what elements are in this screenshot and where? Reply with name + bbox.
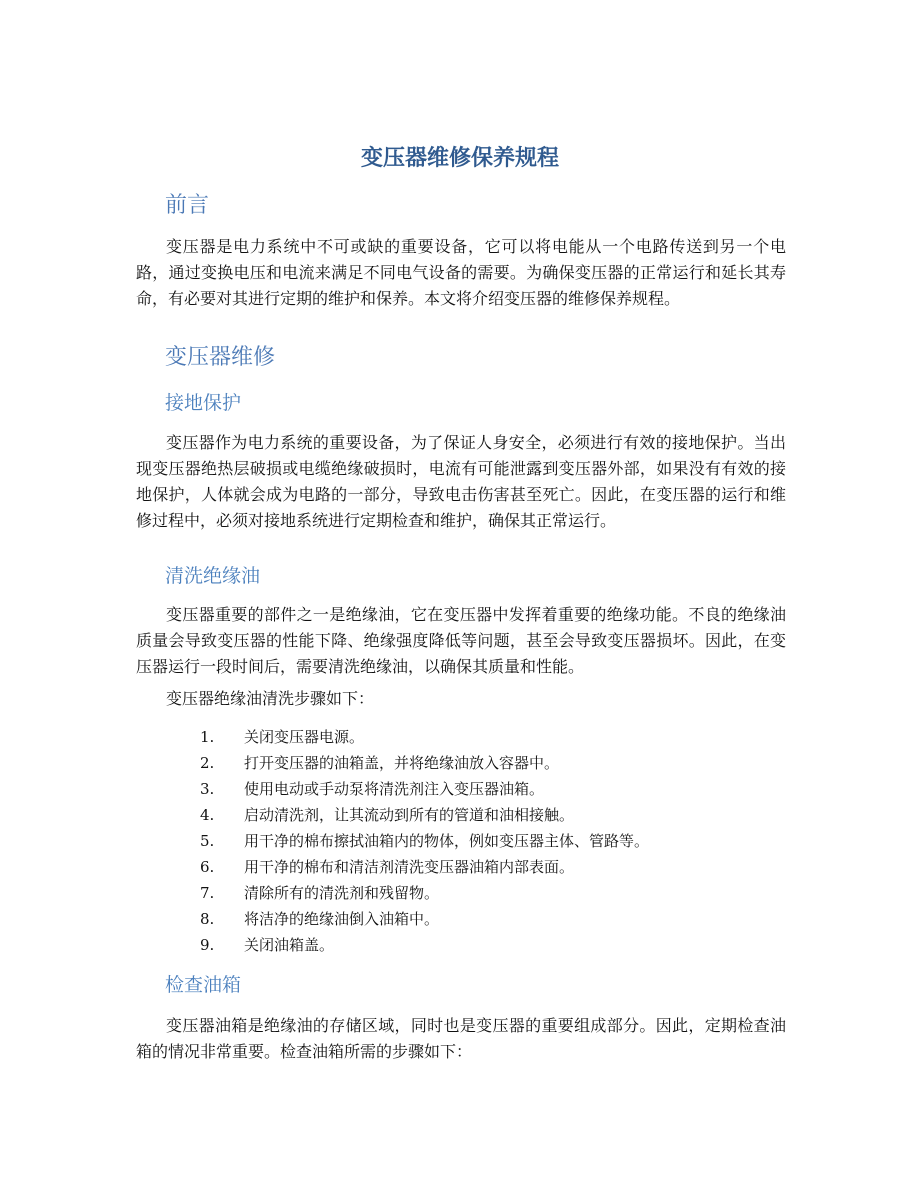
list-item-number: 2. [200,754,215,772]
list-item [200,802,649,828]
list-item [200,750,649,776]
list-item-text: 使用电动或手动泵将清洗剂注入变压器油箱。 [244,780,545,798]
list-item-number: 6. [200,858,215,876]
list-item [200,880,649,906]
list-item-number: 8. [200,910,215,928]
list-item-number: 7. [200,884,215,902]
list-item-text: 将洁净的绝缘油倒入油箱中。 [244,910,440,928]
list-item [200,828,649,854]
oil-cleaning-heading: 清洗绝缘油 [165,565,261,587]
tank-inspection-heading: 检查油箱 [165,974,242,996]
oil-cleaning-steps-intro: 变压器绝缘油清洗步骤如下： [166,689,375,708]
list-item-text: 清除所有的清洗剂和残留物。 [244,884,440,902]
list-item-text: 用干净的棉布擦拭油箱内的物体，例如变压器主体、管路等。 [244,832,650,850]
grounding-heading: 接地保护 [165,392,242,414]
oil-cleaning-paragraph: 变压器重要的部件之一是绝缘油，它在变压器中发挥着重要的绝缘功能。不良的绝缘油质量会导致变压器的性能下降、绝缘强度降低等问题，甚至会导致变压器损坏。因此，在变压器运行一段时间后，需要清洗绝缘油，以确保其质量和性能。 [136,605,786,676]
preface-paragraph: 变压器是电力系统中不可或缺的重要设备，它可以将电能从一个电路传送到另一个电路，通过变换电压和电流来满足不同电气设备的需要。为确保变压器的正常运行和延长其寿命，有必要对其进行定期的维护和保养。本文将介绍变压器的维修保养规程。 [136,237,786,308]
list-item-number: 3. [200,780,215,798]
list-item [200,906,649,932]
list-item-number: 1. [200,728,215,746]
list-item-text: 用干净的棉布和清洁剂清洗变压器油箱内部表面。 [244,858,575,876]
preface-heading: 前言 [165,193,210,218]
list-item [200,776,649,802]
list-item [200,724,649,750]
list-item-number: 9. [200,936,215,954]
maintenance-heading: 变压器维修 [165,345,276,370]
tank-inspection-paragraph: 变压器油箱是绝缘油的存储区域，同时也是变压器的重要组成部分。因此，定期检查油箱的情况非常重要。检查油箱所需的步骤如下： [136,1016,786,1061]
list-item-number: 5. [200,832,215,850]
document-title: 变压器维修保养规程 [360,146,559,171]
list-item-text: 关闭油箱盖。 [244,936,335,954]
list-item-text: 打开变压器的油箱盖，并将绝缘油放入容器中。 [244,754,560,772]
list-item [200,932,649,958]
list-item-text: 启动清洗剂，让其流动到所有的管道和油相接触。 [244,806,575,824]
oil-cleaning-steps-list [200,724,649,958]
list-item [200,854,649,880]
list-item-number: 4. [200,806,215,824]
list-item-text: 关闭变压器电源。 [244,728,365,746]
grounding-paragraph: 变压器作为电力系统的重要设备，为了保证人身安全，必须进行有效的接地保护。当出现变压器绝热层破损或电缆绝缘破损时，电流有可能泄露到变压器外部，如果没有有效的接地保护，人体就会成为电路的一部分，导致电击伤害甚至死亡。因此，在变压器的运行和维修过程中，必须对接地系统进行定期检查和维护，确保其正常运行。 [136,433,786,530]
